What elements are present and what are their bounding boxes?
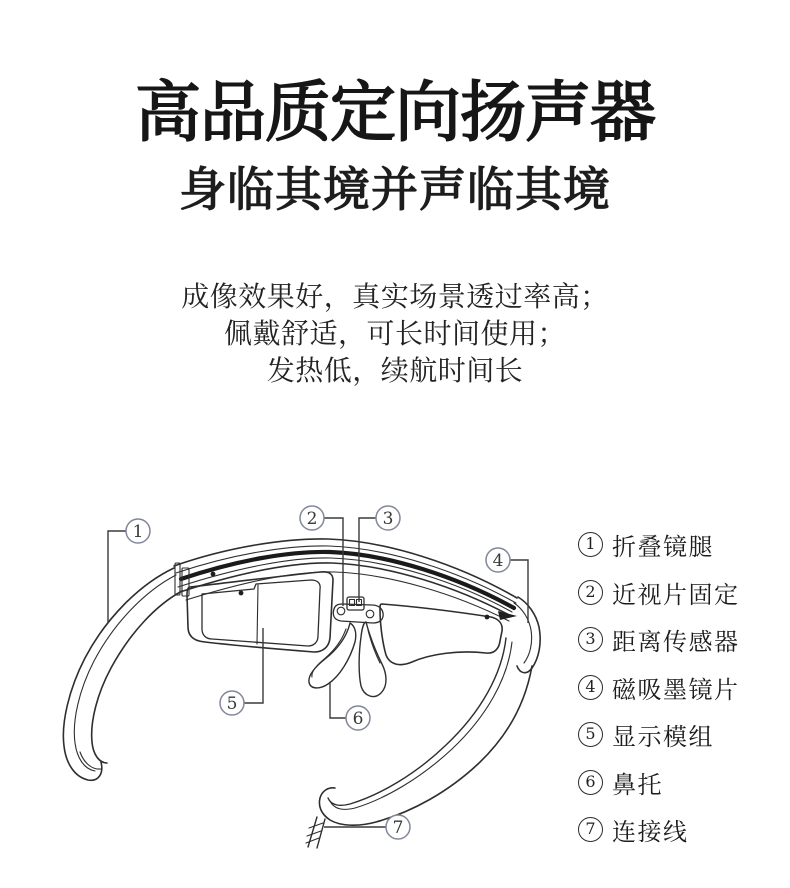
callout-7-number: 7 bbox=[392, 818, 404, 838]
legend-item-4 bbox=[578, 675, 778, 704]
legend-item-3 bbox=[578, 627, 778, 656]
legend-label-6: 鼻托 bbox=[612, 770, 663, 799]
callout-2-number: 2 bbox=[306, 509, 318, 529]
legend-number-7: 7 bbox=[578, 817, 603, 842]
legend-label-2: 近视片固定 bbox=[612, 580, 740, 609]
legend-label-4: 磁吸墨镜片 bbox=[612, 675, 740, 704]
top-frame-bar bbox=[174, 539, 517, 621]
legend-number-2: 2 bbox=[578, 580, 603, 605]
legend-number-6: 6 bbox=[578, 770, 603, 795]
right-lens bbox=[380, 604, 502, 665]
legend-label-7: 连接线 bbox=[612, 818, 689, 846]
legend-item-6 bbox=[578, 770, 778, 799]
page-subtitle: 身临其境并声临其境 bbox=[179, 163, 611, 216]
legend-number-5: 5 bbox=[578, 722, 603, 747]
glasses-line-art bbox=[63, 539, 540, 848]
feature-line-1: 成像效果好，真实场景透过率高； bbox=[181, 281, 609, 312]
callout-5-number: 5 bbox=[226, 694, 238, 714]
callout-3-number: 3 bbox=[382, 509, 394, 529]
connecting-cable bbox=[306, 817, 325, 848]
feature-description bbox=[0, 278, 790, 389]
left-temple-arm bbox=[63, 568, 182, 780]
feature-line-3: 发热低，续航时间长 bbox=[266, 355, 524, 386]
glasses-line-art-svg bbox=[28, 490, 573, 883]
feature-line-2: 佩戴舒适，可长时间使用； bbox=[223, 318, 566, 349]
legend-label-3: 距离传感器 bbox=[612, 628, 740, 656]
parts-legend bbox=[578, 532, 778, 865]
legend-item-2 bbox=[578, 580, 778, 609]
callout-1 bbox=[108, 519, 150, 623]
nose-pads bbox=[309, 622, 386, 697]
legend-label-5: 显示模组 bbox=[612, 723, 714, 751]
page-title: 高品质定向扬声器 bbox=[135, 75, 655, 149]
legend-number-3: 3 bbox=[578, 627, 603, 652]
legend-item-5 bbox=[578, 722, 778, 751]
callout-4-number: 4 bbox=[492, 551, 504, 571]
legend-number-4: 4 bbox=[578, 675, 603, 700]
callout-1-number: 1 bbox=[132, 522, 144, 542]
bridge-sensor-assembly bbox=[333, 597, 383, 623]
callout-6-number: 6 bbox=[352, 709, 364, 729]
legend-label-1: 折叠镜腿 bbox=[612, 533, 714, 561]
callout-6 bbox=[330, 682, 370, 730]
right-temple-arm bbox=[319, 638, 532, 825]
legend-number-1: 1 bbox=[578, 532, 603, 557]
callout-7 bbox=[324, 815, 410, 839]
callout-2 bbox=[300, 506, 343, 606]
legend-item-7 bbox=[578, 817, 778, 846]
legend-item-1 bbox=[578, 532, 778, 561]
glasses-structure-diagram bbox=[28, 490, 573, 883]
